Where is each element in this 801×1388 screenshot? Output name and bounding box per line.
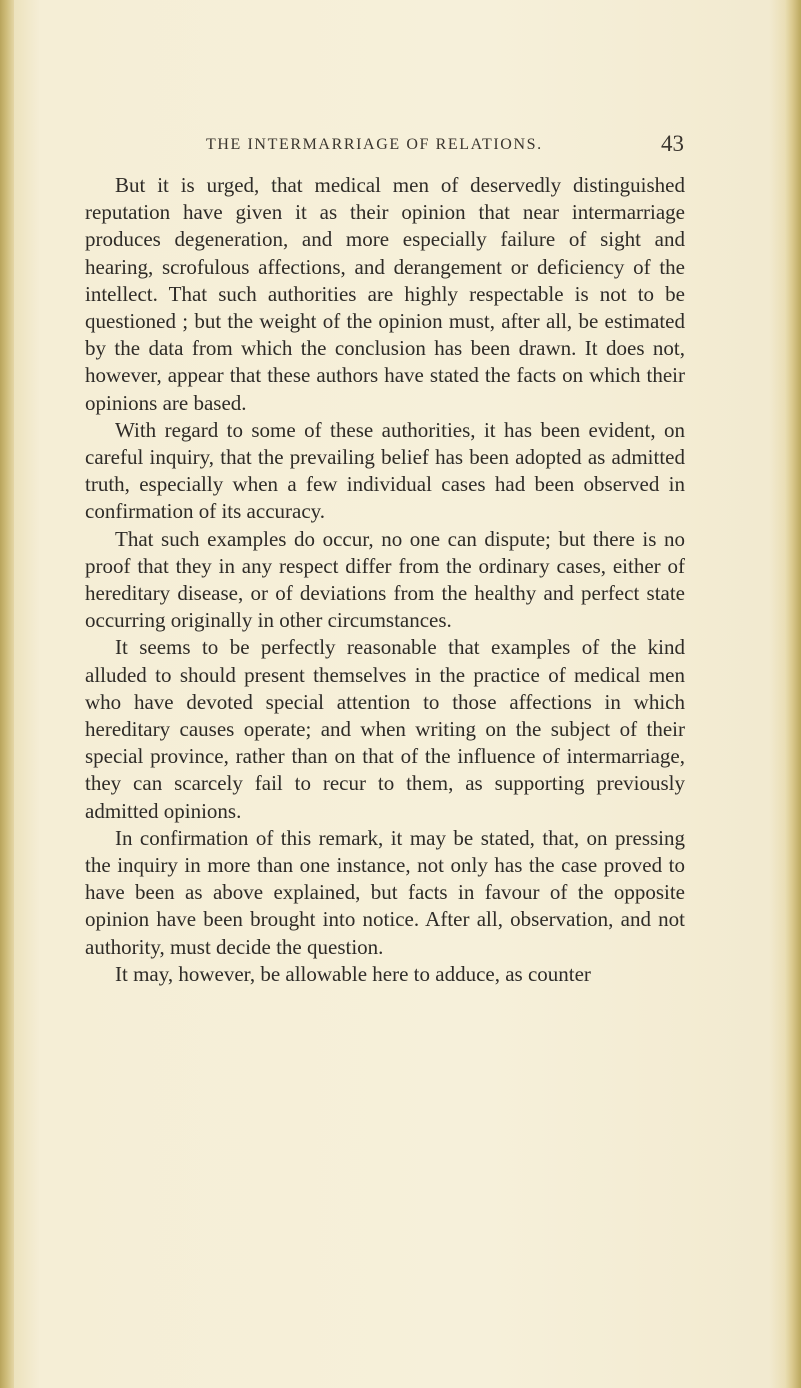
paragraph: It seems to be perfectly reasonable that examples of the kind alluded to should present themselves in the practice of medical men who have devoted special attention to those affections in which hereditary causes operate; and when writing on the subject of their special province, rather than on that of the influence of intermarriage, they can scarcely fail to recur to them, as supporting previously admitted opinions. bbox=[85, 635, 685, 823]
paragraph: That such examples do occur, no one can dispute; but there is no proof that they in any respect differ from the ordinary cases, either of hereditary disease, or of deviations from the healthy and perfect state occurring originally in other circumstances. bbox=[85, 526, 685, 633]
paragraph: It may, however, be allowable here to adduce, as counter bbox=[115, 961, 591, 986]
page-header bbox=[196, 131, 686, 161]
paragraph: But it is urged, that medical men of deservedly distinguished reputation have given it as their opinion that near intermarriage produces degeneration, and more especially failure of sight and hearing, scrofulous affections, and derangement or deficiency of the intellect. That such authorities are highly respectable is not to be questioned ; but the weight of the opinion must, after all, be estimated by the data from which the conclusion has been drawn. It does not, however, appear that these authors have stated the facts on which their opinions are based. bbox=[85, 173, 685, 415]
body-text bbox=[85, 172, 685, 988]
paragraph: In confirmation of this remark, it may be stated, that, on pressing the inquiry in more than one instance, not only has the case proved to have been as above explained, but facts in favour of the opposite opinion have been brought into notice. After all, observation, and not authority, must decide the question. bbox=[85, 825, 685, 959]
running-title: THE INTERMARRIAGE OF RELATIONS. bbox=[206, 136, 543, 153]
page-number: 43 bbox=[661, 131, 684, 156]
page-binding-left-edge bbox=[0, 0, 14, 1388]
page-binding-right-edge bbox=[785, 0, 801, 1388]
paragraph: With regard to some of these authorities, it has been evident, on careful inquiry, that the prevailing belief has been adopted as admitted truth, especially when a few individual cases had been observed in confirmation of its accuracy. bbox=[85, 417, 685, 524]
